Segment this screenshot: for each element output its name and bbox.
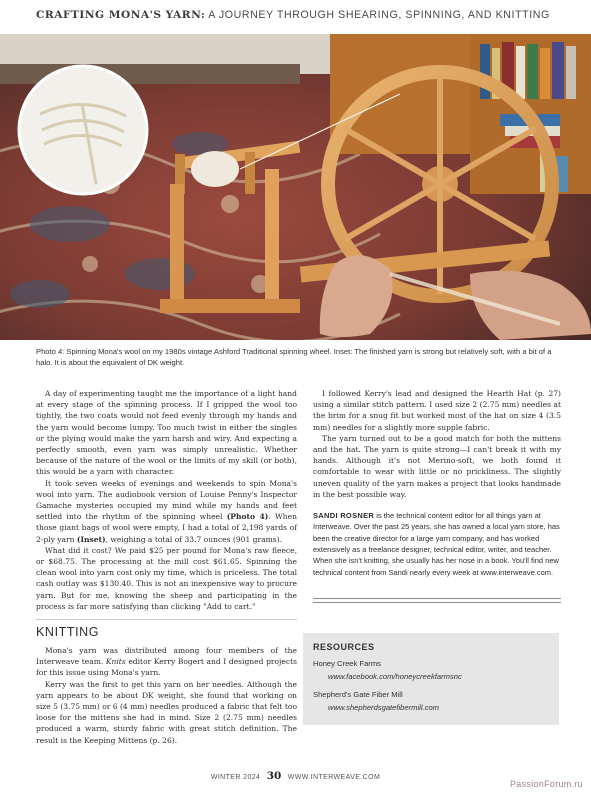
section-heading-knitting: KNITTING	[36, 625, 100, 639]
resources-box	[303, 633, 559, 725]
header-title-rest: A JOURNEY THROUGH SHEARING, SPINNING, AND KNITTING	[208, 9, 550, 21]
article-column-left	[36, 388, 297, 612]
paragraph: It took seven weeks of evenings and weekends to spin Mona's wool into yarn. The audiobook version of Louise Penny's Inspector Gamache mysteries occupied my mind while my hands and feet settled into the rhythm of the spinning wheel (Photo 4). When those giant bags of wool were empty, I had a total of 2,198 yards of 2-ply yarn (Inset), weighing a total of 33.7 ounces (901 grams).	[36, 478, 297, 544]
resource-url[interactable]: www.shepherdsgatefibermill.com	[328, 703, 439, 712]
resource-url[interactable]: www.facebook.com/honeycreekfarmsnc	[328, 672, 462, 681]
resource-name: Shepherd's Gate Fiber Mill	[313, 690, 403, 699]
knitting-section-text	[36, 645, 297, 746]
spinning-wheel-photo	[0, 34, 591, 340]
article-column-right	[313, 388, 561, 578]
inset-reference: (Inset)	[76, 534, 106, 544]
author-name: SANDI ROSNER	[313, 511, 375, 521]
running-header	[36, 9, 576, 21]
yarn-skein-inset	[19, 66, 147, 194]
header-title-bold: CRAFTING MONA'S YARN:	[36, 9, 206, 21]
issue-label: WINTER 2024	[210, 774, 261, 781]
page-number: 30	[266, 770, 282, 782]
section-divider	[36, 619, 297, 620]
paragraph: I followed Kerry's lead and designed the Hearth Hat (p. 27) using a similar stitch pattern. I used size 2 (2.75 mm) needles at the brim for a snug fit but worked most of the hat on size 4 (3.5 mm) needles for a slightly more supple fabric.	[313, 389, 561, 432]
paragraph: What did it cost? We paid $25 per pound for Mona's raw fleece, or $68.75. The processing at the mill cost $61.65. Spinning the clean wool into yarn cost only my time, which is priceless. The total cash outlay was $130.40. This is not an inexpensive way to procure yarn. But for me, knowing the sheep and participating in the process is far more satisfying than clicking "Add to cart."	[36, 545, 297, 611]
spinning-wheel-illustration	[0, 34, 591, 340]
resources-title: RESOURCES	[313, 642, 375, 652]
photo-reference: (Photo 4)	[226, 512, 269, 522]
magazine-name: Knits	[105, 657, 126, 667]
page-footer	[0, 770, 591, 782]
watermark: PassionForum.ru	[509, 779, 583, 789]
resource-name: Honey Creek Farms	[313, 659, 381, 668]
paragraph: Kerry was the first to get this yarn on her needles. Although the yarn appears to be about DK weight, she found that working on size 5 (3.75 mm) or 6 (4 mm) needles produced a fabric that felt too loose for the mittens she had in mind. Size 2 (2.75 mm) needles produced a warm, sturdy fabric with great stitch definition. The result is the Keeping Mittens (p. 26).	[36, 679, 297, 745]
paragraph: The yarn turned out to be a good match for both the mittens and the hat. The yarn is quite strong—I can't break it with my hands. Although it's not Merino-soft, we both found it comfortable to wear with little or no prickliness. The slightly uneven quality of the yarn makes a project that looks handmade in the best possible way.	[313, 433, 561, 499]
paragraph: A day of experimenting taught me the importance of a light hand at every stage of the spinning process. If I gripped the wool too tightly, the two coats would not feed evenly through my hands and the yarn would become lumpy. Too much twist in either the singles or the plying would make the yarn harsh and wiry. And expecting a perfectly smooth, even yarn was simply unrealistic. Whether because of the nature of the wool or the limits of my skill (or both), this would be a yarn with character.	[36, 389, 297, 477]
photo-caption: Photo 4: Spinning Mona's wool on my 1980s vintage Ashford Traditional spinning wheel. Inset: The finished yarn is strong but relatively soft, with a bit of a halo. It is about the equivalent of DK weight.	[36, 347, 552, 367]
website-label: WWW.INTERWEAVE.COM	[287, 774, 381, 781]
author-bio: SANDI ROSNER is the technical content editor for all things yarn at Interweave. Over the past 25 years, she has owned a local yarn store, has been the creative director for a large yarn company, and has worked extensively as a freelance designer, technical editor, writer, and teacher. When she isn't knitting, she usually has her nose in a book. You'll find new technical content from Sandi nearly every week at www.interweave.com.	[313, 511, 560, 577]
bio-double-rule	[313, 598, 561, 603]
paragraph: Mona's yarn was distributed among four members of the Interweave team. Knits editor Kerry Bogert and I designed projects for this issue using Mona's yarn.	[36, 646, 297, 678]
